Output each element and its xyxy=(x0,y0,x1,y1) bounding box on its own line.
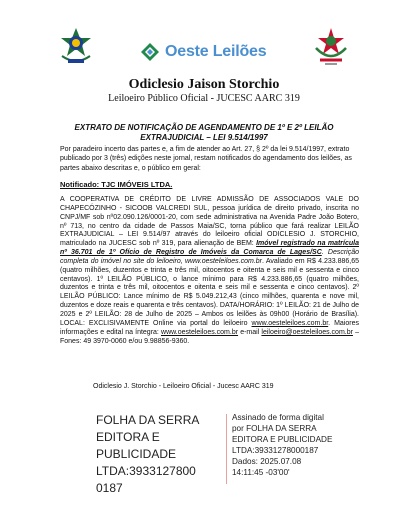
notice-title-line-2: EXTRAJUDICIAL – LEI 9.514/1997 xyxy=(140,133,268,142)
intro-paragraph: Por paradeiro incerto das partes e, a fim de atender ao Art. 27, § 2º da lei 9.514/1997, extrato publicado por 3 (três) edições neste jornal, restam notificados do agendamento dos leilões, as partes abaixo descritas e, o público em geral: xyxy=(60,146,352,172)
notice-title xyxy=(40,123,368,143)
stamp-right-line: Assinado de forma digital xyxy=(232,413,324,422)
notified-party: Notificado: TJC IMÓVEIS LTDA. xyxy=(60,180,173,189)
stamp-left-line: EDITORA E xyxy=(96,430,160,444)
body-text-4: . Avaliado em R$ 4.233.886,65 (quatro milhões, duzentos e trinta e três mil, oitocentos e oitenta e seis mil e sessenta e cinco centavos). 1º LEILÃO PÚBLICO, o lance mínimo para R$ 4.233.886,65 (quatro milhões, duzentos e trinta e três mil, oitocentos e oitenta e seis mil e sessenta e cinco centavos). 2º LEILÃO PÚBLICO: Lance mínimo de R$ 5.049.212,43 (cinco milhões, quarenta e nove mil, duzentos e doze reais e quarenta e três centavos). DATA/HORÁRIO: 1º LEILÃO: 21 de Julho de 2025 e 2º LEILÃO: 28 de Julho de 2025 – Ambos os leilões às 09h00 (Horário de Brasília). LOCAL: EXCLISIVAMENTE Online via portal do leiloeiro xyxy=(60,257,359,327)
stamp-signature-details xyxy=(232,412,382,478)
stamp-left-line: PUBLICIDADE xyxy=(96,447,177,461)
stamp-right-line: Dados: 2025.07.08 xyxy=(232,457,302,466)
auction-portal-link[interactable]: www.oesteleiloes.com.br xyxy=(251,319,329,327)
stamp-divider xyxy=(226,414,227,484)
body-text-1: A COOPERATIVA DE CRÉDITO DE LIVRE ADMISSÃO DE ASSOCIADOS VALE DO CHAPECÓZINHO - SICOOB VALCREDI SUL, pessoa jurídica de direito privado, inscrita no CNPJ/MF sob nº02.090.126/0001-20, com sede administrativa na Avenida Padre João Botero, nº 713, no centro da cidade de Passos Maia/SC, torna público que fará realizar LEILÃO EXTRAJUDICIAL – LEI 9.514/97 através do leiloeiro oficial ODICLESIO J. STORCHIO, matriculado na JUCESC sob nº 319, para alienação de BEM: xyxy=(60,196,359,248)
stamp-left-line: LTDA:3933127800 xyxy=(96,464,196,478)
notice-title-line-1: EXTRATO DE NOTIFICAÇÃO DE AGENDAMENTO DE 1º E 2º LEILÃO xyxy=(74,123,334,132)
signature-line: Odiclesio J. Storchio - Leiloeiro Oficial - Jucesc AARC 319 xyxy=(93,383,274,390)
digital-signature-stamp xyxy=(96,412,386,495)
document-header xyxy=(0,0,408,80)
auctioneer-name: Odiclesio Jaison Storchio xyxy=(128,77,280,92)
body-text-3: . Descrição completa do imóvel no site do leiloeiro, www.oesteleiloes.com.br xyxy=(60,249,360,265)
brazil-coat-of-arms-icon xyxy=(58,26,94,66)
edital-link[interactable]: www.oesteleiloes.com.br xyxy=(161,328,239,336)
santa-catarina-coat-of-arms-icon xyxy=(310,24,352,70)
auctioneer-role: Leiloeiro Público Oficial - JUCESC AARC 319 xyxy=(108,93,300,104)
email-link[interactable]: leiloeiro@oesteleiloes.com.br xyxy=(261,328,353,336)
stamp-right-line: EDITORA E PUBLICIDADE xyxy=(232,435,333,444)
logo-text: Oeste Leilões xyxy=(165,43,267,60)
stamp-right-line: LTDA:39331278000187 xyxy=(232,446,319,455)
stamp-left-line: FOLHA DA SERRA xyxy=(96,413,200,427)
stamp-right-line: 14:11:45 -03'00' xyxy=(232,468,290,477)
body-text-7: – Fones: 49 3970-0060 e/ou 9.98856-9360. xyxy=(60,328,359,345)
stamp-right-line: por FOLHA DA SERRA xyxy=(232,424,317,433)
body-text-6: e-mail xyxy=(238,328,262,336)
notice-body xyxy=(60,196,359,346)
stamp-left-line: 0187 xyxy=(96,481,123,495)
oeste-leiloes-logo xyxy=(138,40,266,64)
stamp-signer-name xyxy=(96,412,226,497)
body-text-5: . Maiores informações e edital na íntegra: xyxy=(60,319,359,336)
logo-mark-icon xyxy=(138,40,162,64)
property-registration: Imóvel registrado na matrícula nº 36.701 de 1º Ofício de Registro de Imóveis da Comarca de Lages/SC xyxy=(60,240,359,257)
